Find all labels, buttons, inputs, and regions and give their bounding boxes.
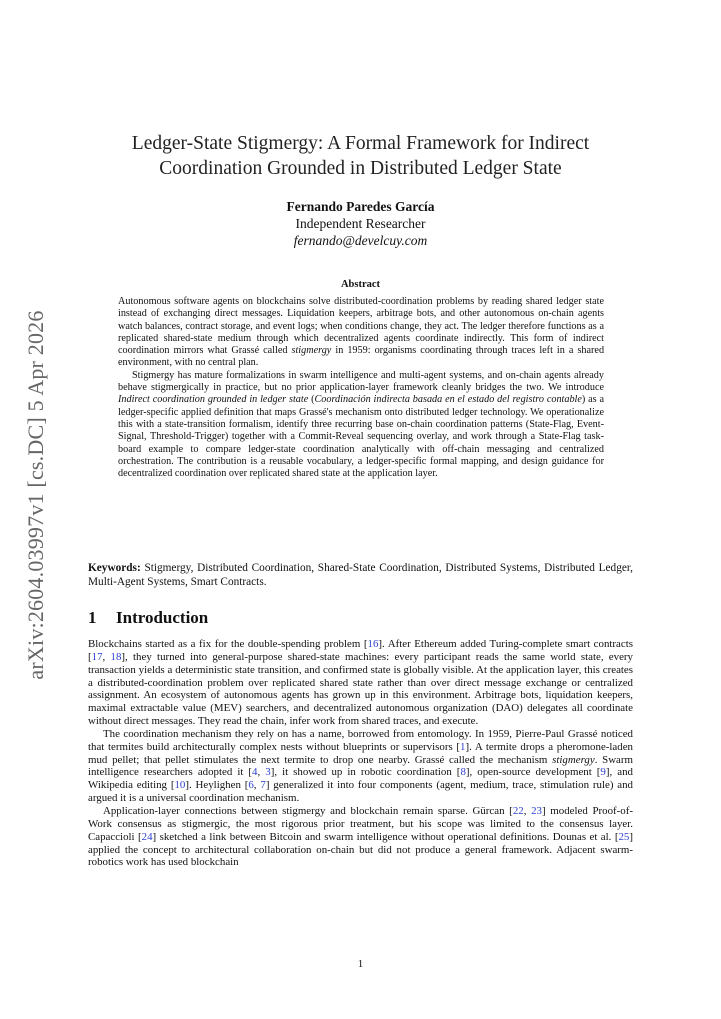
keywords <box>88 561 633 589</box>
citation-link[interactable]: 22 <box>512 804 524 817</box>
intro-paragraph-2: The coordination mechanism they rely on has a name, borrowed from entomology. In 1959, Pierre-Paul Grassé noticed that termites build architecturally complex nests without blueprints or supervisors [1]. A termite drops a pheromone-laden mud pellet; that pellet stimulates the next termite to drop one nearby. Grassé called the mechanism stigmergy. Swarm intelligence researchers adopted it [4, 3], it showed up in robotic coordination [8], open-source development [9], and Wikipedia editing [10]. Heylighen [6, 7] generalized it into four components (agent, medium, trace, stimulation rule) and argued it is a universal coordination mechanism. <box>88 727 633 805</box>
citation-link[interactable]: 25 <box>618 830 630 843</box>
keywords-text: Stigmergy, Distributed Coordination, Shared-State Coordination, Distributed Systems, Distributed Ledger, Multi-Agent Systems, Smart Contracts. <box>88 562 633 588</box>
abstract-heading: Abstract <box>340 279 381 290</box>
author-email[interactable]: fernando@develcuy.com <box>293 233 428 248</box>
section-heading <box>88 608 208 628</box>
author-name: Fernando Paredes García <box>286 199 435 214</box>
citation-link[interactable]: 16 <box>367 638 379 650</box>
citation-link[interactable]: 9 <box>600 766 606 779</box>
citation-link[interactable]: 7 <box>260 779 266 792</box>
title-line-1: Ledger-State Stigmergy: A Formal Framework for Indirect <box>131 133 590 154</box>
author-affiliation: Independent Researcher <box>295 216 426 231</box>
section-number: 1 <box>88 608 97 627</box>
citation-link[interactable]: 4 <box>252 766 258 779</box>
citation-link[interactable]: 8 <box>460 766 466 779</box>
citation-link[interactable]: 3 <box>265 766 271 779</box>
author-block <box>90 198 631 249</box>
citation-link[interactable]: 24 <box>141 830 153 843</box>
citation-link[interactable]: 1 <box>460 740 466 753</box>
citation-link[interactable]: 23 <box>531 804 542 817</box>
introduction-body <box>88 638 633 869</box>
citation-link[interactable]: 17 <box>91 650 103 663</box>
arxiv-identifier: arXiv:2604.03997v1 [cs.DC] 5 Apr 2026 <box>23 310 48 680</box>
citation-link[interactable]: 6 <box>248 779 254 792</box>
citation-link[interactable]: 10 <box>174 779 186 792</box>
intro-paragraph-1: Blockchains started as a fix for the double-spending problem [16]. After Ethereum added Turing-complete smart contracts [17, 18], they turned into general-purpose shared-state machines: every participant reads the same world state, every transaction yields a deterministic state transition, and confirmed state is globally visible. At the application layer, this creates a distributed-coordination problem over replicated shared state rather than over direct message exchange or centralized assignment. An ecosystem of autonomous agents has grown up in this environment. Arbitrage bots, liquidation keepers, maximal extractable value (MEV) searchers, and decentralized autonomous organization (DAO) delegates all coordinate without direct messages. They read the chain, infer work from shared traces, and execute. <box>88 638 633 728</box>
keywords-label: Keywords: <box>88 562 141 574</box>
abstract-paragraph-2: Stigmergy has mature formalizations in swarm intelligence and multi-agent systems, and on-chain agents already behave stigmergically in practice, but no prior application-layer framework cleanly bridges the two. We introduce Indirect coordination grounded in ledger state (Coordinación indirecta basada en el estado del registro contable) as a ledger-specific applied definition that maps Grassé's mechanism onto distributed ledger technology. We operationalize this with a state-transition formalism, identify three recurring base on-chain coordination patterns (State-Flag, Event-Signal, Threshold-Trigger) together with a Commit-Reveal sequencing overlay, and work through a State-Flag task-board example to compare ledger-state coordination analytically with off-chain messaging and centralized orchestration. The contribution is a reusable vocabulary, a ledger-specific formal mapping, and design guidance for decentralized coordination over replicated shared state at the application layer. <box>118 369 604 480</box>
intro-paragraph-3: Application-layer connections between stigmergy and blockchain remain sparse. Gürcan [22, 23] modeled Proof-of-Work consensus as stigmergic, the most rigorous prior treatment, but his scope was limited to the consensus layer. Capaccioli [24] sketched a link between Bitcoin and swarm intelligence without operational definitions. Dounas et al. [25] applied the concept to architectural collaboration on-chain but did not produce a general framework. Adjacent swarm-robotics work has used blockchain <box>88 804 633 869</box>
section-title: Introduction <box>116 608 209 627</box>
citation-link[interactable]: 18 <box>110 650 122 663</box>
page-number: 1 <box>357 958 364 970</box>
abstract-body <box>118 296 604 480</box>
title-line-2: Coordination Grounded in Distributed Ledger State <box>159 158 562 179</box>
arxiv-sidebar <box>22 300 50 690</box>
abstract-paragraph-1: Autonomous software agents on blockchains solve distributed-coordination problems by reading shared ledger state instead of exchanging direct messages. Liquidation keepers, arbitrage bots, and other autonomous on-chain agents watch balances, contract storage, and event logs; when conditions change, they act. The ledger therefore functions as a replicated shared-state medium through which decentralized agents coordinate indirectly. This form of indirect coordination mirrors what Grassé called stigmergy in 1959: organisms coordinating through traces left in a shared environment, with no central plan. <box>118 296 605 369</box>
paper-title <box>90 131 631 181</box>
